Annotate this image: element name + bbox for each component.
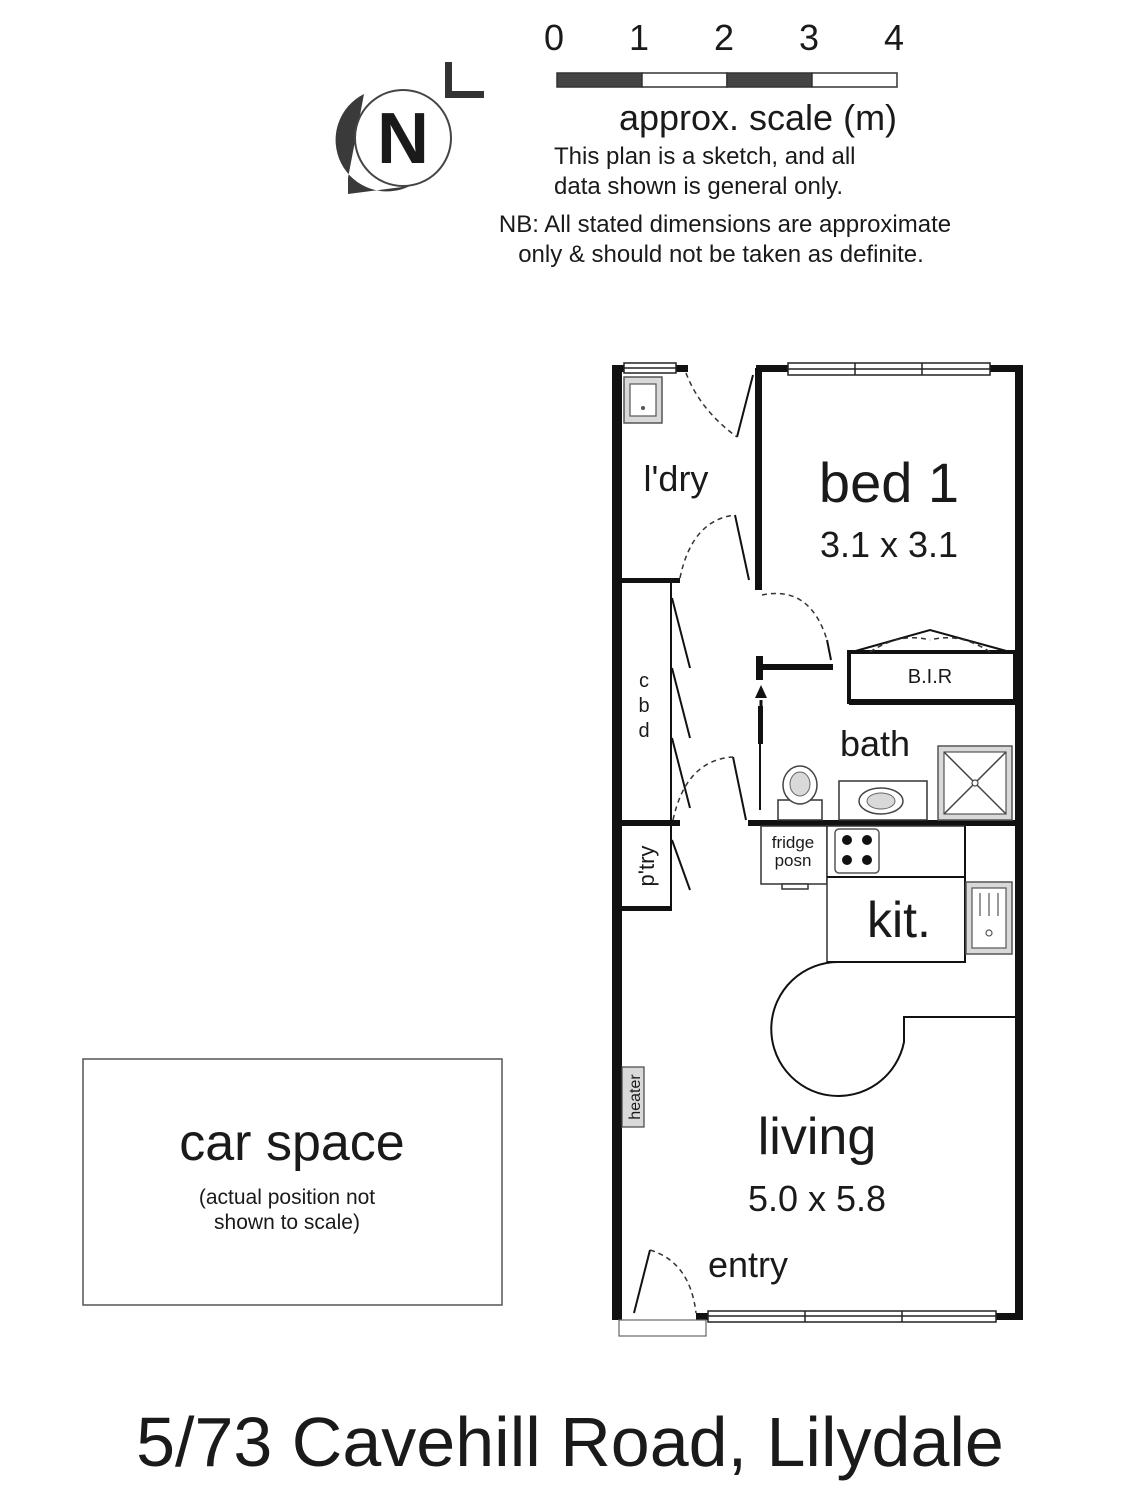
scale-tick-3: 3 <box>798 17 820 58</box>
laundry-trough-icon <box>624 377 662 423</box>
car-space-note-1: (actual position not <box>198 1186 376 1209</box>
room-living-label: living <box>757 1108 877 1166</box>
disclaimer <box>499 143 951 268</box>
room-entry-label: entry <box>707 1244 789 1285</box>
room-living-size: 5.0 x 5.8 <box>747 1178 887 1219</box>
car-space-outline <box>83 1059 502 1305</box>
room-bir-label: B.I.R <box>907 666 953 688</box>
car-space-note-2: shown to scale) <box>214 1211 360 1234</box>
kitchen-sink-icon <box>966 882 1012 954</box>
entry-step <box>619 1320 706 1336</box>
disclaimer-line-4: only & should not be taken as definite. <box>518 241 924 268</box>
room-cbd-letter-c: c <box>639 670 649 692</box>
room-pantry-label: p'try <box>634 845 659 887</box>
heater-label: heater <box>627 1074 644 1120</box>
bir-doors <box>852 630 1010 652</box>
scale-segment-3 <box>727 73 812 87</box>
toilet-icon <box>778 766 822 820</box>
scale-segment-1 <box>557 73 642 87</box>
vanity-basin-icon <box>839 781 927 820</box>
north-letter: N <box>377 99 429 179</box>
car-space <box>83 1059 502 1305</box>
scale-tick-4: 4 <box>883 17 905 58</box>
cooktop-icon <box>835 829 879 873</box>
room-kitchen-label: kit. <box>867 892 931 948</box>
scale-label: approx. scale (m) <box>618 97 898 138</box>
shower-icon <box>938 746 1012 820</box>
disclaimer-line-3: NB: All stated dimensions are approximate <box>498 211 952 238</box>
room-bed1-label: bed 1 <box>818 451 960 514</box>
scale-segment-2 <box>642 73 727 87</box>
scale-tick-1: 1 <box>628 17 650 58</box>
scale-tick-0: 0 <box>543 17 565 58</box>
room-cbd-letter-d: d <box>638 720 650 742</box>
scale-tick-2: 2 <box>713 17 735 58</box>
fridge-label-line-2: posn <box>774 851 812 870</box>
room-bed1-size: 3.1 x 3.1 <box>819 524 959 565</box>
disclaimer-line-2: data shown is general only. <box>554 173 844 200</box>
north-arrow-icon <box>336 62 484 194</box>
room-cbd-letter-b: b <box>638 695 650 717</box>
room-bath-label: bath <box>839 723 911 764</box>
scale-segment-4 <box>812 73 897 87</box>
room-laundry-label: l'dry <box>643 458 709 499</box>
fridge-label-line-1: fridge <box>771 833 815 852</box>
disclaimer-line-1: This plan is a sketch, and all <box>554 143 856 170</box>
scale-bar <box>544 17 904 138</box>
up-arrow-icon <box>755 685 767 742</box>
car-space-title: car space <box>179 1114 405 1172</box>
property-address: 5/73 Cavehill Road, Lilydale <box>136 1403 1004 1481</box>
heater-icon <box>622 1067 644 1127</box>
